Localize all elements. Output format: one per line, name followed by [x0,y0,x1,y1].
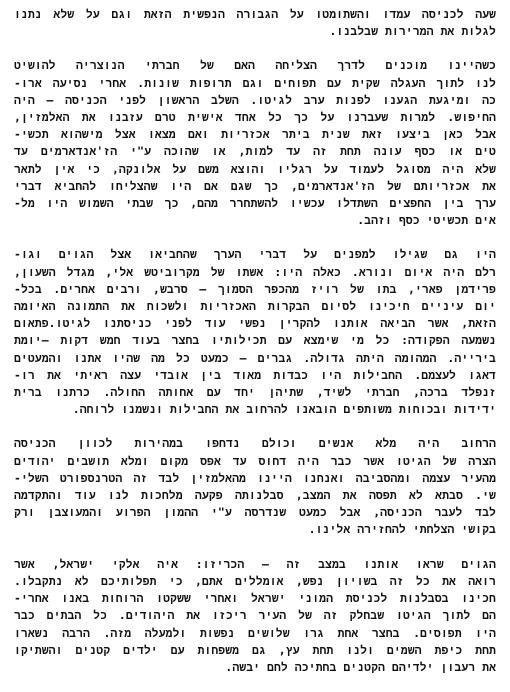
paragraph-gap [14,418,496,435]
text-line: את רעבון ילדיהם הקטנים בחתיכה לחם יבשה. [225,659,496,674]
paragraph-2 [14,57,496,229]
text-line: בקושי הצלחתי להחזירה אלינו. [308,522,496,537]
text-line: את אכזריותם של הז'אנדארמים, כך שגם אם היו שהצליחו להחביא דברי [14,178,496,193]
text-line: רואה את כל זה בשויון נפש, אומללים אתם, כי תפלותיכם לא נתקבלו. [14,573,496,588]
text-line: נשמעה הפקודה: כל מי שימצא עם תכילותיו בחצר בעוד חמש דקות –יומת [14,333,496,348]
text-line: לנו לתוך העגלה שקית עם תפוחים וגם תרופות שונות. אחרי נסיעה ארו- [14,75,496,90]
paragraph-4 [14,435,496,538]
text-line: הגוים שראו אותנו במצב זה – הכריזו: איה אלקי ישראל, אשר [14,556,496,571]
text-line: פרידמן פארי, בתו של רויז מהכפר הסמוך – סרבש, ורבים אחרים. בכל- [14,281,496,296]
text-line: ערך בין החפצים השתדלו עכשיו להשתחרר מהם, כך שבתי השמוש היו מל- [14,196,496,211]
text-line: לגלות את המרירות שבלבנו. [329,24,496,39]
text-line: הם לתוך הגיטו שבחלק זה של העיר ריכזו את היהודים. כל הבתים כבר [14,608,496,623]
text-line: חכינו בסבלנות לכניסת המוני ישראל ואחרי ששקטו הרוחות באנו אחרי- [14,591,496,606]
text-line: שעה לכניסה עמדו והשתומטו על הגבורה הנפשית הזאת וגם על שלא נתנו [14,7,496,21]
text-line: לבד לעבר הכניסה, אבל כמעט שנדרסה ע"י ההמון הפרוע והמעוצבן ורק [14,505,496,520]
text-line: הזאת, אשר הביאה אותנו להקרין נפשי עוד לפני כניסתנו לגיטו.פתאום [14,316,496,331]
text-line: שלא היה מסוגל לעמוד על רגליו והוצא משם על אלונקה, כי אין לתאר [14,161,496,176]
text-line: היו גם שגילו למפנים על דברי הערך שהחביאו אצל הגוים וגו- [14,247,496,262]
text-line: אים תכשיטי כסף וזהב. [357,213,496,228]
text-line: טים או כסף עונה תחת זה עד למות, או שהוכה ע"י הז'אנדארמים עד [14,144,496,159]
paragraph-1 [14,6,496,40]
text-line: היו תפוסים. בחצר אחת גרו שלושים נפשות ולמעלה מזה. הרבה נשארו [14,625,496,640]
text-line: הרחוב היה מלא אנשים וכולם נדחפו במהירות לכוון הכניסה [14,436,496,451]
text-line: שי. סבתא לא תפסה את המצב, סבלנותה פקעה מלחכות לנו עוד והתקדמה [14,488,496,503]
text-line: החיפוש. למרות שעברנו על כך כל אחד אישית טרם עזבנו את האלמזין, [14,110,496,125]
paragraph-gap [14,539,496,556]
text-line: הצרה של הגיטו אשר כבר היה דחוס עד אפס מקום ומלא תושבים יהודים [14,453,496,468]
paragraph-gap [14,229,496,246]
text-line: ידידות ובכוחות משותפים הובאנו להרחוב את החבילות ונשמנו לרוחה. [72,402,496,417]
text-line: תחת כיפת השמים ולנו תחת עץ, גם משפחות עם ילדים קטנים והשתיקו [14,642,496,657]
paragraph-gap [14,40,496,57]
text-line: כה ומיגעת הגענו לפנות ערב לגיטו. השלב הראשון לפני הכניסה – היה [14,92,496,107]
text-line: מהעיר עצמה ומהסביבה ואנחנו היינו מהאלמזין לבד זה הטרנספורט השלי- [14,470,496,485]
paragraph-3 [14,246,496,418]
text-line: רלם היה איום ונורא. כאלה היו: אשתו של מקרוביטש אלי, מגדל השעון, [14,264,496,279]
text-line: כשהיינו מוכנים לדרך הצליחה האם של חברתי הנוצריה להושיט [14,58,496,73]
paragraph-5 [14,556,496,676]
text-line: בירייה. המהומה היתה גדולה. גברים – כמעט כל מה שהיו אתנו והמעטים [14,350,496,365]
text-line: אבל כאן ביצעו זאת שנית ביתר אכזריות ואם מצאו אצל מישהוא תכשי- [14,127,496,142]
text-line: יום עיניים חיכינו לסיום הבקרות האכזריות ולשכוח את התמונה האיומה [14,299,496,314]
text-line: דאגו לעצמם. החבילות היו כבדות מאוד בין אובדי עצה ראיתי את רו- [14,367,496,382]
text-line: זנפלד ברכה, חברתי לשיד, שתיהן יחד עם אחותה החולה. כרתנו ברית [14,385,496,400]
